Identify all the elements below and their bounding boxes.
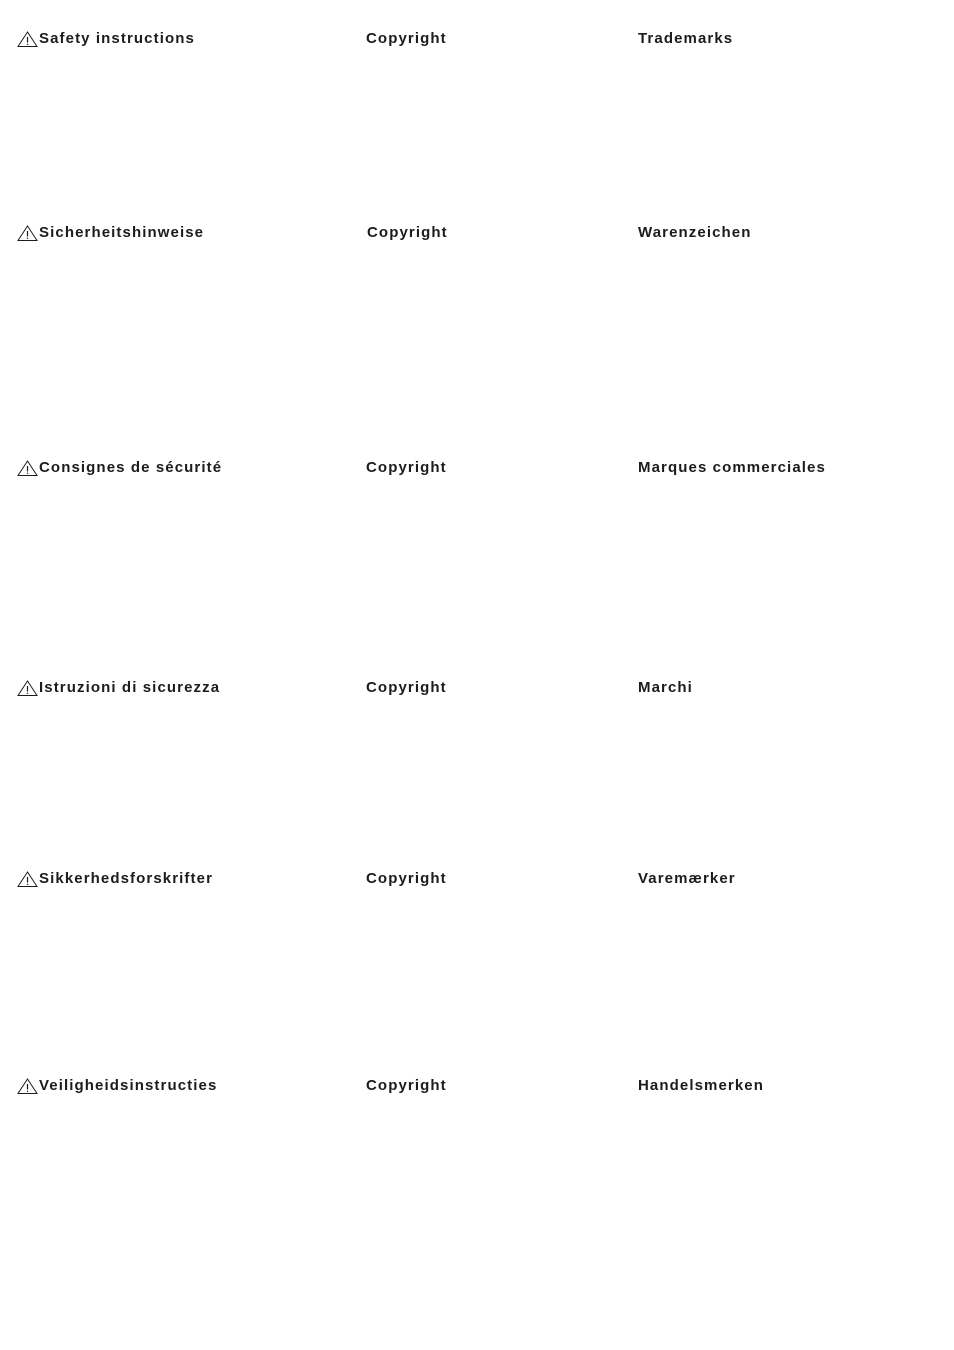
trademarks-heading-da — [638, 870, 736, 888]
warning-triangle-icon — [17, 459, 38, 477]
copyright-heading-label: Copyright — [366, 870, 447, 887]
trademarks-heading-nl — [638, 1077, 764, 1095]
safety-heading-label: Veiligheidsinstructies — [39, 1077, 218, 1094]
copyright-heading-label: Copyright — [366, 679, 447, 696]
trademarks-heading-en — [638, 30, 733, 48]
trademarks-heading-label: Marchi — [638, 679, 693, 696]
safety-heading-nl — [17, 1077, 217, 1095]
safety-heading-en — [17, 30, 195, 48]
copyright-heading-label: Copyright — [367, 224, 448, 241]
safety-heading-label: Istruzioni di sicurezza — [39, 679, 221, 696]
copyright-heading-label: Copyright — [366, 459, 447, 476]
copyright-heading-da — [366, 870, 447, 888]
safety-heading-label: Sikkerhedsforskrifter — [39, 870, 214, 887]
warning-triangle-icon — [17, 1077, 38, 1095]
warning-triangle-icon — [17, 870, 38, 888]
warning-triangle-icon — [17, 224, 38, 242]
copyright-heading-fr — [366, 459, 447, 477]
copyright-heading-nl — [366, 1077, 447, 1095]
trademarks-heading-label: Trademarks — [638, 30, 734, 47]
safety-heading-de — [17, 224, 204, 242]
copyright-heading-label: Copyright — [366, 30, 447, 47]
trademarks-heading-label: Handelsmerken — [638, 1077, 765, 1094]
copyright-heading-label: Copyright — [366, 1077, 447, 1094]
safety-heading-fr — [17, 459, 222, 477]
safety-heading-da — [17, 870, 213, 888]
copyright-heading-it — [366, 679, 447, 697]
warning-triangle-icon — [17, 679, 38, 697]
copyright-heading-de — [367, 224, 448, 242]
copyright-heading-en — [366, 30, 447, 48]
safety-heading-it — [17, 679, 220, 697]
trademarks-heading-label: Warenzeichen — [638, 224, 752, 241]
trademarks-heading-fr — [638, 459, 826, 477]
warning-triangle-icon — [17, 30, 38, 48]
trademarks-heading-label: Marques commerciales — [638, 459, 826, 476]
trademarks-heading-de — [638, 224, 752, 242]
trademarks-heading-label: Varemærker — [638, 870, 736, 887]
safety-heading-label: Sicherheitshinweise — [39, 224, 205, 241]
safety-heading-label: Safety instructions — [39, 30, 195, 47]
safety-heading-label: Consignes de sécurité — [39, 459, 223, 476]
trademarks-heading-it — [638, 679, 693, 697]
